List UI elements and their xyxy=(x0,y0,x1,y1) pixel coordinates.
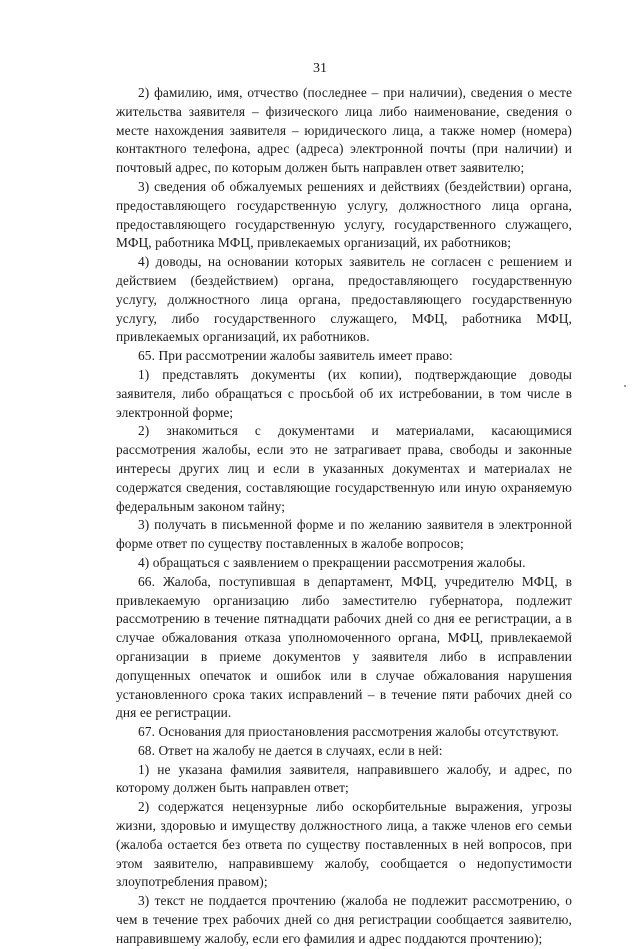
paragraph-65-heading: 65. При рассмотрении жалобы заявитель имеет право: xyxy=(138,348,453,364)
paragraph-68-heading: 68. Ответ на жалобу не дается в случаях, если в ней: xyxy=(138,742,443,758)
scan-speck xyxy=(624,385,626,387)
paragraph-68-item-1: 1) не указана фамилия заявителя, направившего жалобу, и адрес, по которому должен быть направлен ответ; xyxy=(116,761,572,796)
paragraph-67: 67. Основания для приостановления рассмотрения жалобы отсутствуют. xyxy=(138,724,559,740)
paragraph-66: 66. Жалоба, поступившая в департамент, МФЦ, учредителю МФЦ, в привлекаемую организацию либо заместителю губернатора, подлежит рассмотрению в течение пятнадцати рабочих дней со дня ее регистрации, а в случае обжалования отказа уполномоченного органа, МФЦ, привлекаемой организации в приеме документов у заявителя либо в исправлении допущенных опечаток и ошибок или в случае обжалования нарушения установленного срока таких исправлений – в течение пяти рабочих дней со дня ее регистрации. xyxy=(116,573,572,721)
paragraph-68-item-2: 2) содержатся нецензурные либо оскорбительные выражения, угрозы жизни, здоровью и имуществу должностного лица, а также членов его семьи (жалоба остается без ответа по существу поставленных в ней вопросов, при этом заявителю, направившему жалобу, сообщается о недопустимости злоупотребления правом); xyxy=(116,799,572,890)
paragraph-item-2-full-name: 2) фамилию, имя, отчество (последнее – при наличии), сведения о месте жительства заявителя – физического лица либо наименование, сведения о месте нахождения заявителя – юридического лица, а также номер (номера) контактного телефона, адрес (адреса) электронной почты (при наличии) и почтовый адрес, по которым должен быть направлен ответ заявителю; xyxy=(116,85,572,176)
paragraph-item-4-arguments: 4) доводы, на основании которых заявитель не согласен с решением и действием (бездействием) органа, предоставляющего государственную услугу, должностного лица органа, предоставляющего государственную услугу, либо государственного служащего, МФЦ, работника МФЦ, привлекаемых организаций, их работников. xyxy=(116,254,572,345)
paragraph-item-3-appealed-decisions: 3) сведения об обжалуемых решениях и действиях (бездействии) органа, предоставляющего государственную услугу, должностного лица органа, предоставляющего государственную услугу, государственного служащего, МФЦ, работника МФЦ, привлекаемых организаций, их работников; xyxy=(116,178,572,251)
paragraph-65-item-1: 1) представлять документы (их копии), подтверждающие доводы заявителя, либо обращаться с просьбой об их истребовании, в том числе в электронной форме; xyxy=(116,366,572,420)
page-number: 31 xyxy=(313,61,327,76)
paragraph-65-item-3: 3) получать в письменной форме и по желанию заявителя в электронной форме ответ по существу поставленных в жалобе вопросов; xyxy=(116,517,572,552)
paragraph-65-item-2: 2) знакомиться с документами и материалами, касающимися рассмотрения жалобы, если это не затрагивает права, свободы и законные интересы других лиц и если в указанных документах и материалах не содержатся сведения, составляющие государственную или иную охраняемую федеральным законом тайну; xyxy=(116,423,572,514)
paragraph-68-item-3: 3) текст не поддается прочтению (жалоба не подлежит рассмотрению, о чем в течение трех рабочих дней со дня регистрации сообщается заявителю, направившему жалобу, если его фамилия и адрес поддаются прочтению); xyxy=(116,893,572,946)
document-body xyxy=(116,84,572,949)
paragraph-65-item-4: 4) обращаться с заявлением о прекращении рассмотрения жалобы. xyxy=(138,554,526,570)
